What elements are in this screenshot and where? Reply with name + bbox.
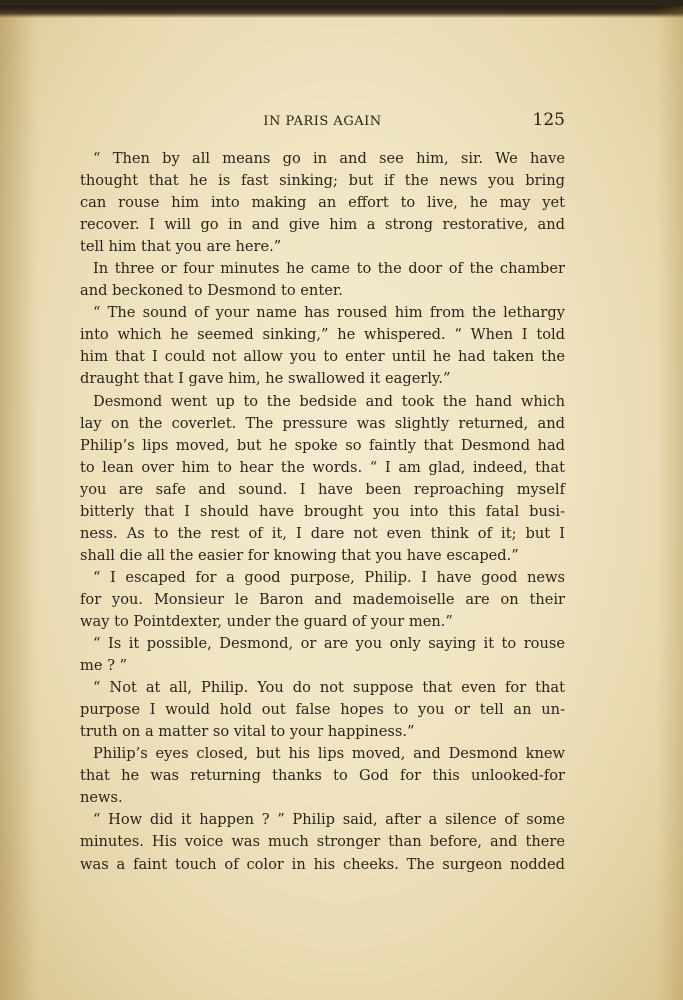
text-line: me ? ” [80, 657, 128, 675]
text-line: “ How did it happen ? ” Philip said, after a silence of some [93, 811, 565, 829]
page-header [80, 110, 565, 134]
text-line: was a faint touch of color in his cheeks. The surgeon nodded [80, 855, 565, 873]
text-line: Desmond went up to the bedside and took the hand which [93, 392, 565, 410]
text-line: In three or four minutes he came to the door of the chamber [93, 260, 565, 278]
text-line: bitterly that I should have brought you into this fatal busi- [80, 502, 565, 520]
text-line: lay on the coverlet. The pressure was slightly returned, and [80, 414, 565, 432]
text-line: “ Is it possible, Desmond, or are you only saying it to rouse [93, 635, 565, 653]
text-line: “ Not at all, Philip. You do not suppose that even for that [93, 679, 565, 697]
text-line: way to Pointdexter, under the guard of your men.” [80, 612, 453, 630]
text-line: Philip’s lips moved, but he spoke so faintly that Desmond had [80, 436, 565, 454]
text-line: and beckoned to Desmond to enter. [80, 282, 343, 300]
text-line: can rouse him into making an effort to live, he may yet [80, 194, 565, 212]
text-line: into which he seemed sinking,” he whispered. “ When I told [80, 326, 565, 344]
text-line: draught that I gave him, he swallowed it eagerly.” [80, 370, 451, 388]
text-line: ness. As to the rest of it, I dare not even think of it; but I [80, 524, 565, 542]
text-line: thought that he is fast sinking; but if the news you bring [80, 172, 565, 190]
text-line: purpose I would hold out false hopes to you or tell an un- [80, 701, 565, 719]
text-line: news. [80, 789, 123, 807]
text-line: “ I escaped for a good purpose, Philip. I have good news [93, 568, 565, 586]
text-line: you are safe and sound. I have been reproaching myself [80, 480, 565, 498]
text-line: recover. I will go in and give him a strong restorative, and [80, 216, 565, 234]
text-line: that he was returning thanks to God for this unlooked-for [80, 767, 565, 785]
page-number: 125 [532, 110, 565, 130]
text-line: “ Then by all means go in and see him, sir. We have [93, 150, 565, 167]
text-line: minutes. His voice was much stronger than before, and there [80, 833, 565, 851]
text-line: for you. Monsieur le Baron and mademoiselle are on their [80, 590, 565, 608]
text-line: to lean over him to hear the words. “ I am glad, indeed, that [80, 458, 565, 476]
body-text [80, 148, 565, 876]
text-line: shall die all the easier for knowing that you have escaped.” [80, 546, 519, 564]
text-line: Philip’s eyes closed, but his lips moved, and Desmond knew [93, 745, 565, 763]
text-line: truth on a matter so vital to your happiness.” [80, 723, 415, 741]
page-top-edge [0, 6, 683, 18]
book-page [0, 6, 683, 1000]
text-line: tell him that you are here.” [80, 238, 282, 256]
running-title: IN PARIS AGAIN [263, 114, 382, 129]
text-line: him that I could not allow you to enter until he had taken the [80, 348, 565, 366]
text-line: “ The sound of your name has roused him from the lethargy [93, 304, 565, 322]
